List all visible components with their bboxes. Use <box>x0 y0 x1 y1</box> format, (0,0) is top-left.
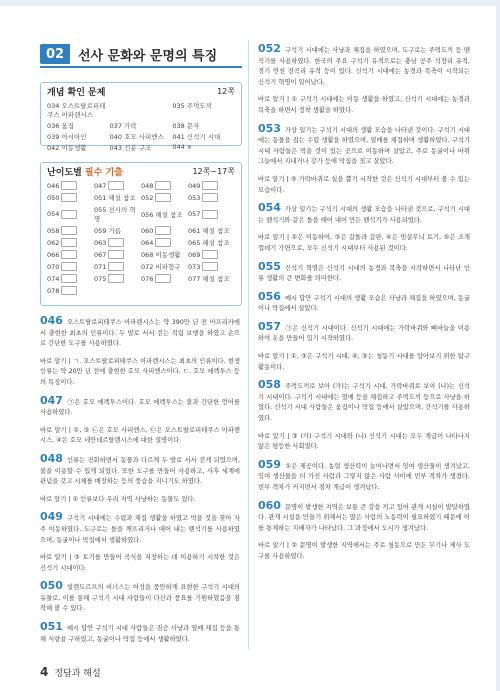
side-stripe <box>496 0 500 691</box>
answer-paragraph <box>40 512 240 546</box>
drill-item-label: 058 <box>47 226 60 235</box>
question-number: 051 <box>40 620 63 634</box>
drill-item <box>94 181 141 190</box>
drill-item <box>94 193 141 202</box>
drill-item-label: 052 <box>141 193 154 202</box>
drill-item-label: 072 비파형구 <box>141 263 181 271</box>
drill-box-page: 12쪽~17쪽 <box>192 166 235 176</box>
answer-text: 바로 알기 | ① 인류보다 우리 지역 사냥하는 동물도 있다. <box>40 495 196 503</box>
drill-item-label: 075 <box>94 274 107 283</box>
concept-check-box <box>40 82 242 152</box>
drill-item <box>94 205 141 223</box>
answer-box <box>108 181 124 190</box>
answer-paragraph <box>258 121 470 168</box>
question-number: 048 <box>40 451 63 465</box>
concept-grid <box>47 101 235 152</box>
question-number: 060 <box>258 498 281 512</box>
drill-item-label: 071 <box>94 262 107 271</box>
answer-box <box>202 210 218 219</box>
concept-box-header <box>41 83 241 99</box>
drill-item-label: 065 해설 참조 <box>188 239 230 247</box>
concept-item: 036 움집 <box>47 122 75 130</box>
answer-text: 바로 알기 | ③ (가) 구석기 시대와 (나) 신석기 시대는 모두 계급이 나타나지 않은 평등한 사회였다. <box>258 432 470 451</box>
drill-item <box>188 226 235 235</box>
drill-item <box>141 193 188 202</box>
drill-item-label: 053 <box>188 193 201 202</box>
drill-item <box>47 205 94 223</box>
answer-text: ㉠은 호모 에렉투스이다. 호모 에렉투스는 불과 간단한 언어를 사용하였다. <box>40 398 240 417</box>
drill-item-label: 073 <box>188 262 201 271</box>
answer-box <box>61 193 77 202</box>
drill-item-label: 076 <box>141 274 154 283</box>
answer-text: 예시 답안 구석기 시대의 생활 모습은 사냥과 채집을 하였으며, 동굴이나 막집에서 살았다. <box>258 294 470 313</box>
question-number: 057 <box>258 319 281 333</box>
drill-item <box>141 250 188 259</box>
drill-item <box>47 286 94 295</box>
drill-item <box>188 205 235 223</box>
concept-item: 044 × <box>172 143 193 151</box>
drill-item-label: 051 해설 참조 <box>94 194 136 202</box>
footer-label: 정답과 해설 <box>54 668 101 679</box>
column-divider <box>248 40 249 650</box>
answer-box <box>61 226 77 235</box>
answer-paragraph <box>258 44 470 88</box>
page-number: 4 <box>40 665 49 679</box>
concept-item: 042 이동생활 <box>47 144 87 152</box>
concept-item: 037 가락 <box>109 122 137 130</box>
question-number: 059 <box>258 457 281 471</box>
answer-text: 신석기 혁명은 신석기 시대의 농경과 목축을 시작하면서 나타난 인류 생활의 큰 변화를 의미한다. <box>258 264 470 283</box>
answer-box <box>202 193 218 202</box>
drill-item <box>188 250 235 259</box>
answer-box <box>61 250 77 259</box>
drill-item-label: 068 이동생활 <box>141 251 181 259</box>
question-number: 056 <box>258 289 281 303</box>
question-number: 046 <box>40 314 63 327</box>
answer-paragraph <box>258 203 470 226</box>
answer-paragraph <box>258 352 470 373</box>
concept-item: 034 오스트랄로피테쿠스 아파렌시스 <box>47 102 106 119</box>
drill-item <box>188 193 235 202</box>
answer-text: 구석기 시대에는 사냥과 채집을 하였으며, 도구로는 주먹도끼 등 뗀석기를 사용하였다. 한국의 주요 구석기 유적으로는 충남 공주 석장리 유적, 경기 연천 전곡리 유적 등이 있다. 신석기 시대에는 농경과 목축이 시작되는 신석기 혁명이 일어났다. <box>258 47 470 86</box>
drill-item-label: 064 <box>141 238 154 247</box>
drill-item <box>188 262 235 271</box>
answer-box <box>61 262 77 271</box>
answer-box <box>61 286 77 295</box>
drill-item-label: 056 해설 참조 <box>141 210 183 219</box>
answer-box <box>202 250 218 259</box>
page-footer <box>40 665 101 679</box>
answer-text: 바로 알기 | ①, ③은 구석기 시대, ④, ⑤는 청동기 시대를 알아보기 위한 탐구 활동이다. <box>258 353 470 371</box>
drill-item <box>47 226 94 235</box>
drill-item-label: 054 <box>47 210 60 218</box>
drill-item <box>141 238 188 247</box>
drill-item <box>94 262 141 271</box>
drill-item-label: 046 <box>47 181 60 190</box>
drill-item <box>141 262 188 271</box>
section-title: 선사 문화와 문명의 특징 <box>78 48 218 64</box>
answer-paragraph <box>40 553 240 574</box>
section-underline <box>40 66 242 68</box>
drill-item-label: 047 <box>94 181 107 190</box>
answer-text: 바로 알기 | ② 문명이 발생한 지역에서는 주로 청동으로 만든 무기나 제사 도구를 사용하였다. <box>258 542 470 560</box>
answer-paragraph <box>258 259 470 285</box>
answer-box <box>61 238 77 247</box>
answer-text: 문명이 발생한 지역은 보통 큰 강을 끼고 있어 관개 시설이 발달하였다. 관개 시설을 만들기 위해서는 많은 사람의 노동력이 필요하였기 때문에 이를 통제하는 지배자가 나타났다. 그 과정에서 도시가 생겨났다. <box>258 503 470 532</box>
answer-paragraph <box>258 319 470 345</box>
drill-item <box>141 226 188 235</box>
drill-item-label: 062 <box>47 238 60 247</box>
drill-item-label: 057 <box>188 210 201 218</box>
question-number: 049 <box>40 510 63 524</box>
answer-text: 인류는 진화하면서 동물과 다르게 두 발로 서서 걷게 되었으며, 불을 이용할 수 있게 되었다. 또한 도구를 만들어 사용하고, 사후 세계에 관념을 갖고 시체를 매장하는 등의 풍습을 지니기도 하였다. <box>40 456 240 486</box>
answer-box <box>202 181 218 190</box>
answer-paragraph <box>258 233 470 254</box>
drill-item <box>94 238 141 247</box>
answer-paragraph <box>40 357 240 389</box>
drill-box-header <box>41 163 241 179</box>
drill-item-label: 069 <box>188 250 201 259</box>
answer-box <box>155 238 171 247</box>
concept-item: 041 신석기 시대 <box>172 133 221 141</box>
left-answer-column <box>40 316 240 652</box>
right-answer-column <box>258 44 470 570</box>
answer-box <box>61 210 77 219</box>
top-bar <box>0 0 500 6</box>
answer-paragraph <box>40 451 240 488</box>
answer-text: 예시 답안 구석기 시대 사람들은 짐승 사냥과 열매 채집 등을 통해 식량을 구하였고, 동굴이나 막집 등에서 생활하였다. <box>40 625 240 643</box>
answer-paragraph <box>40 316 240 350</box>
drill-item <box>188 238 235 247</box>
drill-title: 필수 기출 <box>84 167 123 178</box>
drill-item <box>141 205 188 223</box>
drill-item-label: 067 <box>94 250 107 259</box>
drill-item <box>94 226 141 235</box>
answer-text: 주먹도끼로 보아 (가)는 구석기 시대, 가락바퀴로 보아 (나)는 신석기 시대이다. 구석기 시대에는 열매 등을 채집하고 주먹도끼 등으로 사냥을 하였다. 신석기 시대 사람들은 움집이나 막집 등에서 살았으며, 간석기를 사용하였다. <box>258 383 470 423</box>
answer-box <box>108 238 124 247</box>
drill-item <box>47 181 94 190</box>
drill-grid <box>47 181 235 295</box>
drill-item-label: 074 <box>47 274 60 283</box>
drill-item-label: 078 <box>47 286 60 295</box>
answer-text: 가상 일기는 구석기 시대의 생활 모습을 나타낸 것이다. 구석기 시대에는 동물을 잡는 수렵 생활을 하였으며, 열매를 채집하며 생활하였다. 구석기 시대 사람들은 먹을 것이 있는 곳으로 이동하며 살았고, 주로 동굴이나 바위 그늘에서 지내거나 강가 등에 막집을 짓고 살았다. <box>258 126 470 166</box>
answer-text: 바로 알기 | ㄱ. 오스트랄로피테쿠스 아파렌시스는 최초의 인류이다. 현생 인류는 약 20만 년 전에 출현한 호모 사피엔스이다. ㄷ. 호모 에렉투스 등의 특징이다. <box>40 357 240 386</box>
drill-item-label: 063 <box>94 238 107 247</box>
answer-paragraph <box>258 175 470 196</box>
answer-paragraph <box>258 380 470 424</box>
drill-item-label: 060 <box>141 226 154 235</box>
drill-item-label: 048 <box>141 181 154 190</box>
answer-paragraph <box>40 581 240 615</box>
drill-item-label: 061 해설 참조 <box>188 227 230 235</box>
question-number: 047 <box>40 393 63 407</box>
question-number: 052 <box>258 42 281 55</box>
section-number: 02 <box>40 44 70 64</box>
answer-box <box>155 193 171 202</box>
drill-item-label: 059 가름 <box>94 227 122 235</box>
drill-item <box>47 238 94 247</box>
drill-item-label: 077 해설 참조 <box>188 275 230 283</box>
answer-box <box>108 262 124 271</box>
answer-text: 바로 알기 | ②은 이동하여, ③은 갈돌과 갈판, ④은 빗살무늬 토기, ⑤은 조개껍데기 가면으로, 모두 신석기 시대부터 사용된 것이다. <box>258 234 470 252</box>
concept-item: 039 아시아인 <box>47 133 87 141</box>
answer-paragraph <box>258 95 470 116</box>
answer-paragraph <box>258 541 470 562</box>
answer-box <box>108 274 124 283</box>
answer-text: 바로 알기 | ① 구석기 시대에는 이동 생활을 하였고, 신석기 시대에는 농경과 목축을 하면서 정착 생활을 하였다. <box>258 96 470 114</box>
answer-text: 구석기 시대에는 수렵과 채집 생활을 하였고 먹을 것을 찾아 자주 이동하였다. 도구로는 돌을 깨뜨리거나 떼어 내는 뗀석기를 사용하였으며, 동굴이나 막집에서 생활하였다. <box>40 515 240 544</box>
drill-item <box>47 250 94 259</box>
answer-box <box>61 181 77 190</box>
drill-item-label: 066 <box>47 250 60 259</box>
answer-text: 빌렌도르프의 비너스는 여성을 풍만하게 표현한 구석기 시대의 유물로, 이를 통해 구석기 시대 사람들이 다산과 풍요를 기원하였음을 짐작해 볼 수 있다. <box>40 584 240 613</box>
concept-item <box>110 101 173 119</box>
drill-item <box>141 181 188 190</box>
answer-box <box>108 250 124 259</box>
concept-box-page: 12쪽 <box>217 86 235 96</box>
drill-item <box>47 274 94 283</box>
answer-paragraph <box>258 457 470 494</box>
answer-paragraph <box>40 393 240 419</box>
answer-text: ①은 제공이다. 농업 생산력이 늘어나면서 잉여 생산물이 생겨났고, 잉여 생산물을 더 가진 사람과 그렇지 않은 사람 사이에 빈부 격차가 생겼다. 빈부 격차가 커지면서 점차 계급이 생겨났다. <box>258 462 470 491</box>
answer-paragraph <box>40 622 240 645</box>
concept-item: 035 주먹도끼 <box>172 102 212 110</box>
answer-text: 바로 알기 | ①, ③ ㉡은 호모 사피엔스, ㉢은 오스트랄로피테쿠스 아파렌시스, ④은 호모 네안데르탈렌시스에 대한 설명이다. <box>40 426 240 445</box>
answer-box <box>155 181 171 190</box>
drill-item-label: 049 <box>188 181 201 190</box>
answer-paragraph <box>40 426 240 447</box>
concept-box-title: 개념 확인 문제 <box>47 87 106 98</box>
answer-box <box>155 274 171 283</box>
concept-item: 038 문자 <box>172 122 200 130</box>
question-number: 050 <box>40 579 63 593</box>
question-number: 053 <box>258 121 281 135</box>
drill-item <box>47 193 94 202</box>
answer-text: 오스트랄로피테쿠스 아파렌시스는 약 390만 년 전 아프리카에서 출현한 최초의 인류이다. 두 발로 서서 걷는 직립 보행을 하였고 손으로 간단한 도구를 사용하였다. <box>40 319 240 348</box>
drill-item <box>47 262 94 271</box>
drill-item <box>94 274 141 283</box>
question-number: 054 <box>258 201 281 215</box>
answer-box <box>155 226 171 235</box>
answer-paragraph <box>40 495 240 506</box>
answer-paragraph <box>258 498 470 535</box>
drill-item <box>188 274 235 283</box>
drill-item-label: 070 <box>47 262 60 271</box>
drill-item <box>94 250 141 259</box>
answer-box <box>61 274 77 283</box>
answer-text: 가상 일기는 구석기 시대의 생활 모습을 나타낸 것으로, 구석기 시대는 뗀석기와 같은 돌을 떼어 내어 만든 뗀석기가 사용되었다. <box>258 206 470 224</box>
drill-item <box>188 181 235 190</box>
answer-box <box>202 262 218 271</box>
answer-paragraph <box>258 432 470 453</box>
question-number: 055 <box>258 259 281 273</box>
drill-item <box>141 274 188 283</box>
answer-paragraph <box>258 289 470 315</box>
answer-text: 바로 알기 | ⑤ 가락바퀴로 실을 뽑기 시작한 것은 신석기 시대부터 볼 수 있는 모습이다. <box>258 175 470 194</box>
concept-item: 043 신분 구조 <box>109 144 152 152</box>
drill-box <box>40 162 242 306</box>
drill-item-label: 050 <box>47 193 60 202</box>
section-header <box>40 44 240 64</box>
drill-item-label: 055 선사의 혁명 <box>94 206 136 223</box>
drill-label: 난이도별 <box>47 167 82 178</box>
question-number: 058 <box>258 378 281 392</box>
answer-text: 바로 알기 | ③ 토기를 만들어 곡식을 저장하는 데 이용하기 시작한 것은 신석기 시대이다. <box>40 554 240 572</box>
concept-item: 040 호모 사피엔스 <box>109 133 164 141</box>
answer-text: ㉠은 신석기 시대이다. 신석기 시대에는 가락바퀴와 뼈바늘을 이용하여 옷을 만들어 입기 시작하였다. <box>258 324 470 343</box>
